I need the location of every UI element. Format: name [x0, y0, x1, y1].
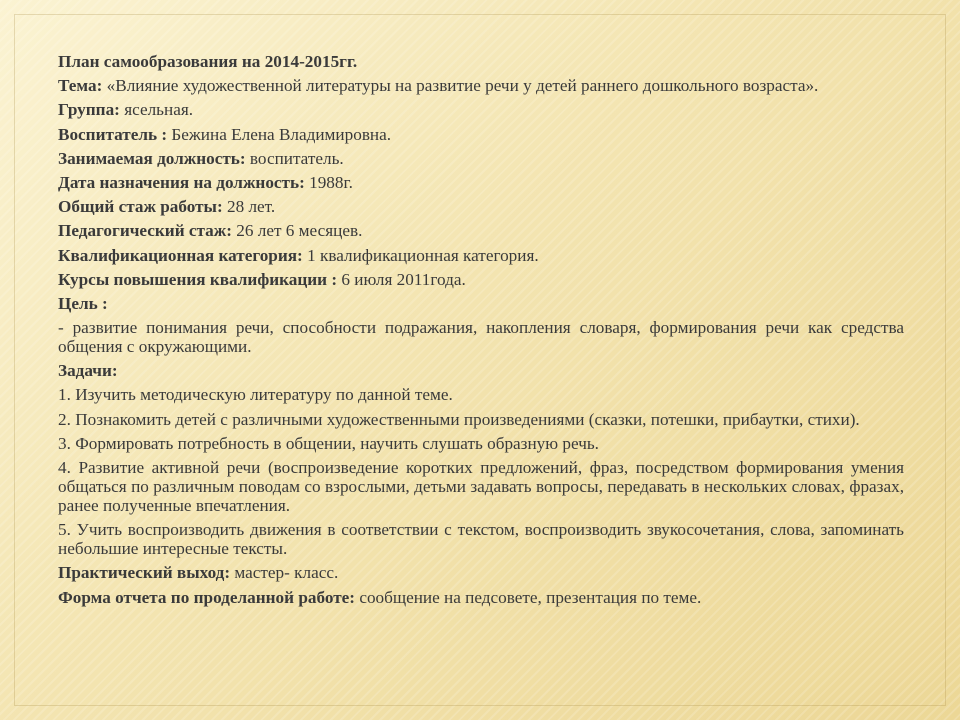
appointment-date-label: Дата назначения на должность:: [58, 172, 305, 192]
task-item-3: 3. Формировать потребность в общении, научить слушать образную речь.: [58, 433, 599, 453]
position-value: воспитатель.: [245, 148, 344, 168]
category-field: [58, 246, 904, 265]
courses-label: Курсы повышения квалификации :: [58, 269, 338, 289]
report-form-field: [58, 588, 904, 607]
group-field: [58, 100, 904, 119]
theme-value: «Влияние художественной литературы на развитие речи у детей раннего дошкольного возраста».: [102, 76, 819, 96]
appointment-date-field: [58, 173, 904, 192]
theme-label: Тема:: [58, 76, 103, 96]
ped-experience-value: 26 лет 6 месяцев.: [231, 221, 363, 241]
task-item-1: 1. Изучить методическую литературу по данной теме.: [58, 385, 453, 405]
total-experience-field: [58, 197, 904, 216]
position-field: [58, 149, 904, 168]
category-value: 1 квалификационная категория.: [302, 245, 539, 265]
teacher-value: Бежина Елена Владимировна.: [167, 124, 392, 144]
teacher-field: [58, 125, 904, 144]
report-form-label: Форма отчета по проделанной работе:: [58, 587, 356, 607]
practical-output-field: [58, 563, 904, 582]
courses-field: [58, 270, 904, 289]
group-value: ясельная.: [119, 100, 194, 120]
report-form-value: сообщение на педсовете, презентация по теме.: [355, 587, 702, 607]
task-item-5: 5. Учить воспроизводить движения в соответствии с текстом, воспроизводить звукосочетания, слова, запоминать небольшие интересные тексты.: [58, 520, 904, 559]
group-label: Группа:: [58, 100, 120, 120]
practical-output-value: мастер- класс.: [230, 563, 339, 583]
position-label: Занимаемая должность:: [58, 148, 246, 168]
document-body: [58, 52, 904, 612]
theme-field: [58, 76, 904, 95]
ped-experience-field: [58, 221, 904, 240]
tasks-heading: Задачи:: [58, 361, 118, 381]
teacher-label: Воспитатель :: [58, 124, 168, 144]
courses-value: 6 июля 2011года.: [337, 269, 466, 289]
task-item-2: 2. Познакомить детей с различными художественными произведениями (сказки, потешки, прибаутки, стихи).: [58, 409, 860, 429]
total-experience-label: Общий стаж работы:: [58, 197, 223, 217]
total-experience-value: 28 лет.: [222, 197, 276, 217]
ped-experience-label: Педагогический стаж:: [58, 221, 232, 241]
category-label: Квалификационная категория:: [58, 245, 303, 265]
goal-text: - развитие понимания речи, способности подражания, накопления словаря, формирования речи как средства общения с окружающими.: [58, 318, 904, 357]
task-item-4: 4. Развитие активной речи (воспроизведение коротких предложений, фраз, посредством формирования умения общаться по различным поводам со взрослыми, детьми задавать вопросы, передавать в нескольких словах, фразах, ранее полученные впечатления.: [58, 458, 904, 515]
plan-title: План самообразования на 2014-2015гг.: [58, 52, 358, 71]
practical-output-label: Практический выход:: [58, 563, 231, 583]
appointment-date-value: 1988г.: [304, 172, 353, 192]
goal-heading: Цель :: [58, 293, 108, 313]
